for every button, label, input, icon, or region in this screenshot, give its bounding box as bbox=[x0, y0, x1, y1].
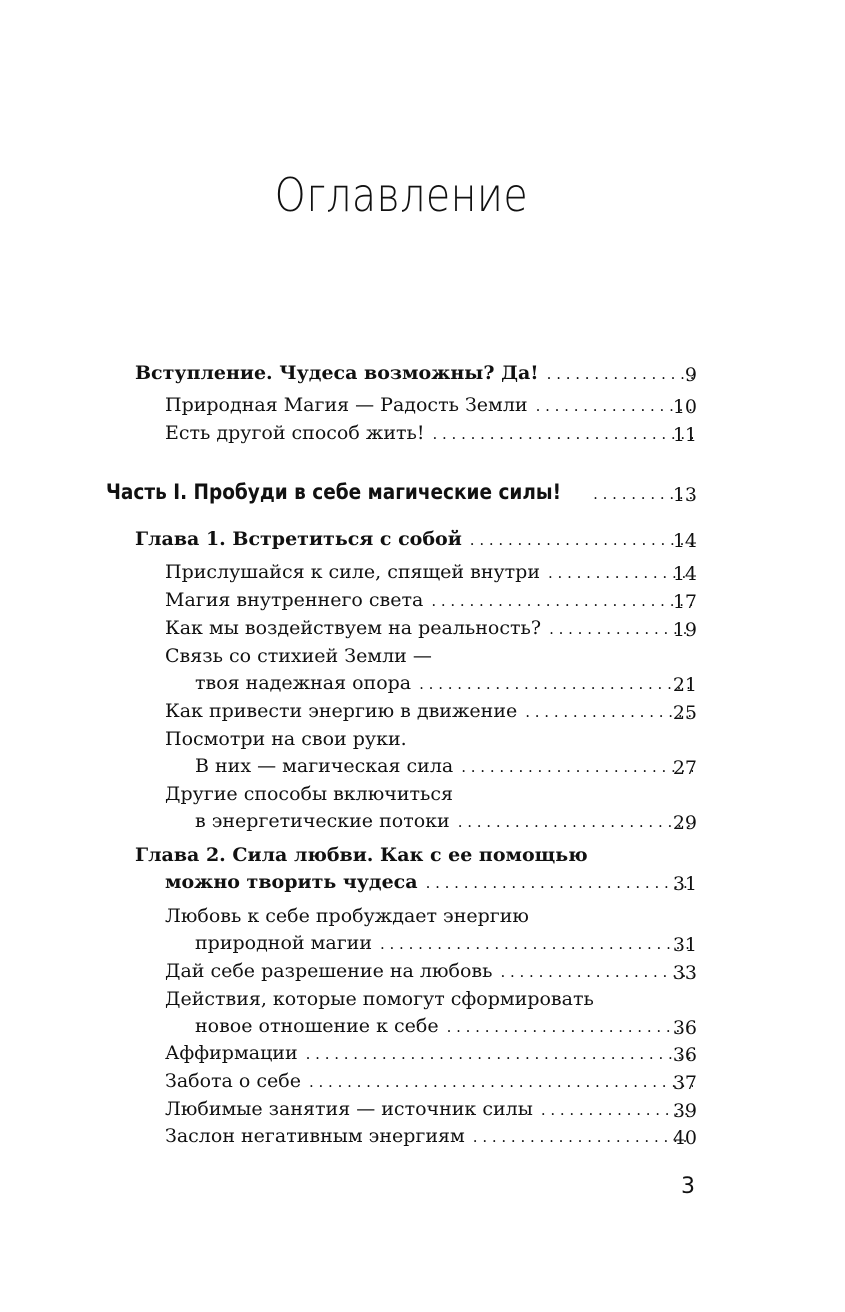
toc-entry-text: Глава 1. Встретиться с собой bbox=[135, 528, 462, 550]
toc-page-number: 9 bbox=[684, 364, 697, 386]
toc-entry bbox=[165, 700, 697, 728]
toc-page-number: 31 bbox=[672, 873, 697, 895]
toc-page-number: 31 bbox=[672, 934, 697, 956]
toc-entry-part bbox=[106, 480, 697, 508]
toc-entry bbox=[165, 1125, 697, 1153]
folio-page-number: 3 bbox=[681, 1174, 695, 1199]
toc-entry bbox=[165, 561, 697, 589]
toc-entry-text: Аффирмации bbox=[165, 1042, 298, 1064]
toc-page-number: 29 bbox=[672, 812, 697, 834]
page-title: Оглавление bbox=[274, 168, 529, 222]
dot-leader bbox=[419, 675, 693, 693]
toc-entry bbox=[165, 960, 697, 988]
toc-page-number: 40 bbox=[672, 1127, 697, 1149]
toc-entry bbox=[165, 1098, 697, 1126]
dot-leader bbox=[431, 592, 693, 610]
toc-entry-text: Любимые занятия — источник силы bbox=[165, 1098, 533, 1120]
toc-entry bbox=[195, 1015, 697, 1043]
toc-entry-text: Прислушайся к силе, спящей внутри bbox=[165, 561, 540, 583]
toc-entry-text-cont: в энергетические потоки bbox=[195, 810, 450, 832]
toc-entry bbox=[195, 755, 697, 783]
toc-entry bbox=[165, 1070, 697, 1098]
toc-page-number: 33 bbox=[672, 962, 697, 984]
toc-entry bbox=[195, 672, 697, 700]
toc-entry-text: Часть I. Пробуди в себе магические силы! bbox=[106, 480, 562, 504]
toc-entry-text: Как привести энергию в движение bbox=[165, 700, 518, 722]
toc-entry-text-cont: твоя надежная опора bbox=[195, 672, 412, 694]
toc-entry-text: Дай себе разрешение на любовь bbox=[165, 960, 493, 982]
toc-entry-intro bbox=[135, 362, 697, 390]
dot-leader bbox=[432, 425, 693, 443]
toc-entry bbox=[195, 932, 697, 960]
toc-page-number: 14 bbox=[672, 530, 697, 552]
toc-entry-text: Природная Магия — Радость Земли bbox=[165, 394, 528, 416]
dot-leader bbox=[380, 935, 693, 953]
toc-page-number: 14 bbox=[672, 563, 697, 585]
toc-page-number: 25 bbox=[672, 702, 697, 724]
dot-leader bbox=[426, 874, 693, 892]
dot-leader bbox=[306, 1045, 693, 1063]
toc-entry-text: Связь со стихией Земли — bbox=[165, 645, 432, 667]
toc-entry bbox=[165, 422, 697, 450]
toc-page-number: 13 bbox=[672, 484, 697, 506]
toc-entry-text: Заслон негативным энергиям bbox=[165, 1125, 465, 1147]
toc-page-number: 19 bbox=[672, 619, 697, 641]
toc-entry bbox=[165, 589, 697, 617]
toc-page-number: 36 bbox=[672, 1017, 697, 1039]
toc-entry-text-cont: В них — магическая сила bbox=[195, 755, 454, 777]
toc-entry-chapter bbox=[165, 871, 697, 899]
toc-entry-text: Другие способы включиться bbox=[165, 783, 454, 805]
toc-entry-text: Как мы воздействуем на реальность? bbox=[165, 617, 542, 639]
toc-entry-text-cont: новое отношение к себе bbox=[195, 1015, 439, 1037]
toc-page-number: 11 bbox=[672, 424, 697, 446]
toc-page-number: 39 bbox=[672, 1100, 697, 1122]
toc-entry-text: Вступление bbox=[135, 362, 267, 384]
toc-entry-text: Есть другой способ жить! bbox=[165, 422, 425, 444]
toc-entry bbox=[195, 810, 697, 838]
toc-page-number: 27 bbox=[672, 757, 697, 779]
dot-leader bbox=[309, 1073, 693, 1091]
toc-entry-text: Действия, которые помогут сформировать bbox=[165, 988, 594, 1010]
toc-entry-text: Магия внутреннего света bbox=[165, 589, 424, 611]
toc-page-number: 17 bbox=[672, 591, 697, 613]
toc-entry-text: Посмотри на свои руки. bbox=[165, 728, 407, 750]
toc-entry-text-cont: природной магии bbox=[195, 932, 372, 954]
toc-entry-text: Глава 2. Сила любви. Как с ее помощью bbox=[135, 844, 588, 866]
toc-entry-chapter bbox=[135, 528, 697, 556]
toc-entry bbox=[165, 1042, 697, 1070]
toc-page-number: 37 bbox=[672, 1072, 697, 1094]
toc-page-number: 36 bbox=[672, 1044, 697, 1066]
toc-entry-text-suffix: . Чудеса возможны? Да! bbox=[266, 362, 539, 384]
toc-page-number: 10 bbox=[672, 396, 697, 418]
toc-entry bbox=[165, 617, 697, 645]
toc-entry-text: Любовь к себе пробуждает энергию bbox=[165, 905, 529, 927]
toc-entry-text: Забота о себе bbox=[165, 1070, 301, 1092]
toc-entry-text-cont: можно творить чудеса bbox=[165, 871, 418, 893]
toc-page-number: 21 bbox=[672, 674, 697, 696]
toc-entry bbox=[165, 394, 697, 422]
